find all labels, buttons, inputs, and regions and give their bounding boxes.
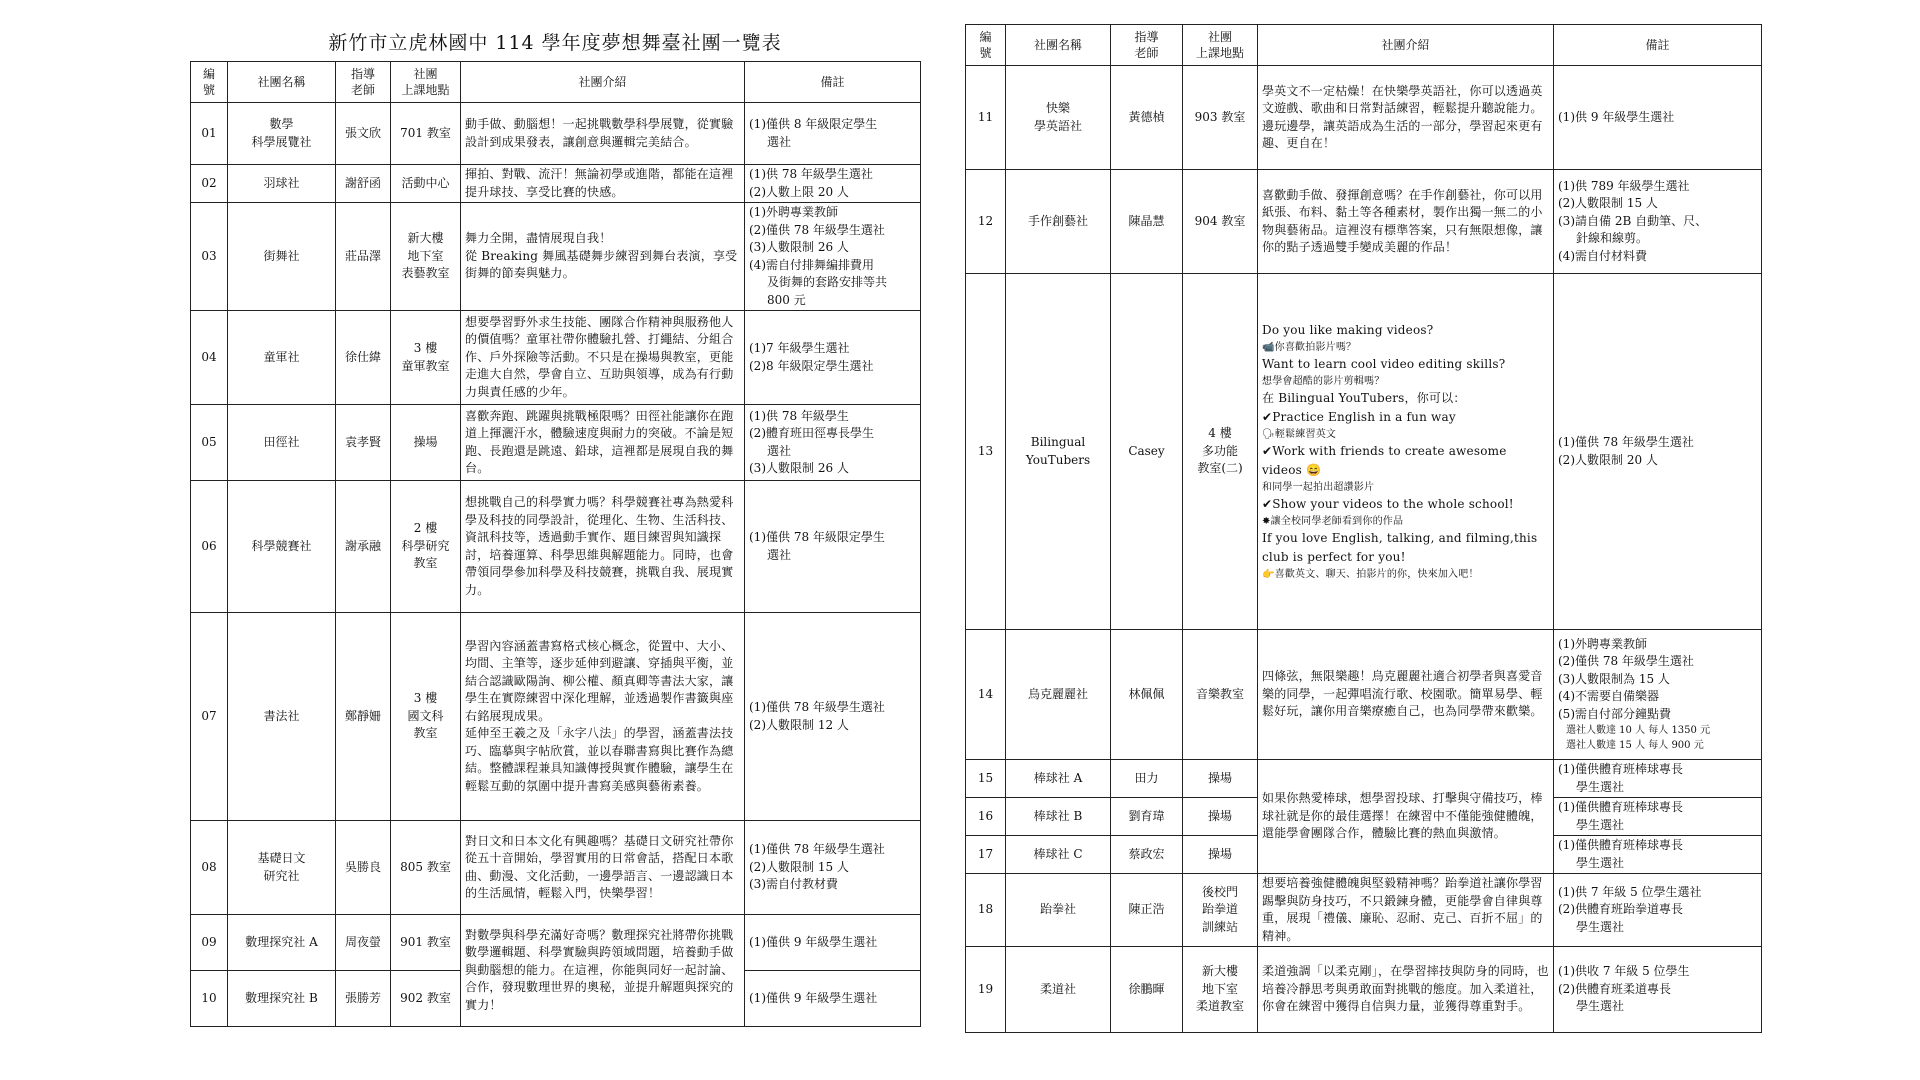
- table-row: [191, 311, 921, 405]
- table-row: [966, 760, 1762, 798]
- club-notes: (1)供 7 年級 5 位學生選社 (2)供體育班跆拳道專長 學生選社: [1554, 874, 1762, 947]
- club-intro: 學習內容涵蓋書寫格式核心概念，從置中、大小、均間、主筆等，逐步延伸到避讓、穿插與平衡，並結合認識歐陽詢、柳公權、顏真卿等書法大家，讓學生在實際練習中深化理解，並透過製作書籤與座右銘展現成果。 延伸至王羲之及「永字八法」的學習，涵蓋書法技巧、臨摹與字帖欣賞，並以春聯書寫與比賽作為總結。整體課程兼具知識傳授與實作體驗，讓學生在輕鬆互動的氛圍中提升書寫美感與藝術素養。: [461, 613, 745, 821]
- club-name: 田徑社: [228, 405, 336, 481]
- document-title: 新竹市立虎林國中 114 學年度夢想舞臺社團一覽表: [328, 32, 782, 54]
- club-intro: 對日文和日本文化有興趣嗎？基礎日文研究社帶你從五十音開始，學習實用的日常會話，搭配日本歌曲、動漫、文化活動，一邊學語言、一邊認識日本的生活風情，輕鬆入門，快樂學習！: [461, 821, 745, 915]
- club-notes: (1)僅供 8 年級限定學生 選社: [745, 103, 921, 165]
- club-teacher: 吳勝良: [336, 821, 391, 915]
- club-name: 數學 科學展覽社: [228, 103, 336, 165]
- club-location: 903 教室: [1183, 66, 1258, 170]
- club-notes: (1)供 78 年級學生 (2)體育班田徑專長學生 選社 (3)人數限制 26 人: [745, 405, 921, 481]
- club-teacher: 陳晶慧: [1111, 170, 1183, 274]
- header-intro: 社團介紹: [1258, 25, 1554, 66]
- club-location: 2 樓 科學研究 教室: [391, 481, 461, 613]
- club-teacher: 劉育瑋: [1111, 798, 1183, 836]
- club-no: 08: [191, 821, 228, 915]
- club-intro: 揮拍、對戰、流汗！無論初學或進階，都能在這裡提升球技、享受比賽的快感。: [461, 165, 745, 203]
- club-notes: (1)供 9 年級學生選社: [1554, 66, 1762, 170]
- club-teacher: 謝承融: [336, 481, 391, 613]
- club-no: 01: [191, 103, 228, 165]
- club-no: 03: [191, 203, 228, 311]
- club-no: 10: [191, 971, 228, 1027]
- club-location: 904 教室: [1183, 170, 1258, 274]
- club-intro: 動手做、動腦想！一起挑戰數學科學展覽，從實驗設計到成果發表，讓創意與邏輯完美結合。: [461, 103, 745, 165]
- club-intro: 如果你熱愛棒球，想學習投球、打擊與守備技巧，棒球社就是你的最佳選擇！在練習中不僅能強健體魄，還能學會團隊合作，體驗比賽的熱血與激情。: [1258, 760, 1554, 874]
- club-teacher: 徐鵬暉: [1111, 947, 1183, 1033]
- club-no: 02: [191, 165, 228, 203]
- club-name: 跆拳社: [1006, 874, 1111, 947]
- table-row: [966, 274, 1762, 630]
- club-no: 15: [966, 760, 1006, 798]
- club-no: 07: [191, 613, 228, 821]
- club-intro: 四條弦，無限樂趣！烏克麗麗社適合初學者與喜愛音樂的同學，一起彈唱流行歌、校園歌。簡單易學、輕鬆好玩，讓你用音樂療癒自己，也為同學帶來歡樂。: [1258, 630, 1554, 760]
- club-intro: 學英文不一定枯燥！在快樂學英語社，你可以透過英文遊戲、歌曲和日常對話練習，輕鬆提升聽說能力。邊玩邊學，讓英語成為生活的一部分，學習起來更有趣、更自在！: [1258, 66, 1554, 170]
- club-location: 902 教室: [391, 971, 461, 1027]
- club-teacher: 田力: [1111, 760, 1183, 798]
- club-teacher: 鄭靜姍: [336, 613, 391, 821]
- club-notes: (1)僅供 9 年級學生選社: [745, 971, 921, 1027]
- club-teacher: 黃德楨: [1111, 66, 1183, 170]
- club-notes: (1)僅供體育班棒球專長 學生選社: [1554, 836, 1762, 874]
- club-no: 17: [966, 836, 1006, 874]
- club-notes: (1)外聘專業教師 (2)僅供 78 年級學生選社 (3)人數限制 26 人 (4)需自付排舞編排費用 及街舞的套路安排等共 800 元: [745, 203, 921, 311]
- club-notes: (1)7 年級學生選社 (2)8 年級限定學生選社: [745, 311, 921, 405]
- header-notes: 備註: [745, 62, 921, 103]
- club-notes: (1)供 78 年級學生選社 (2)人數上限 20 人: [745, 165, 921, 203]
- club-teacher: 莊品澤: [336, 203, 391, 311]
- header-no: 編 號: [966, 25, 1006, 66]
- club-intro: 想要學習野外求生技能、團隊合作精神與服務他人的價值嗎？童軍社帶你體驗扎營、打繩結、分組合作、戶外探險等活動。不只是在操場與教室，更能走進大自然，學會自立、互助與領導，成為有行動力與責任感的少年。: [461, 311, 745, 405]
- header-intro: 社團介紹: [461, 62, 745, 103]
- header-teacher: 指導 老師: [1111, 25, 1183, 66]
- table-row: [191, 481, 921, 613]
- club-intro: 對數學與科學充滿好奇嗎？數理探究社將帶你挑戰數學邏輯題、科學實驗與跨領域問題，培養動手做與動腦想的能力。在這裡，你能與同好一起討論、合作，發現數理世界的奧秘，並提升解題與探究的實力！: [461, 915, 745, 1027]
- club-teacher: 張文欣: [336, 103, 391, 165]
- club-name: 羽球社: [228, 165, 336, 203]
- club-location: 901 教室: [391, 915, 461, 971]
- club-no: 14: [966, 630, 1006, 760]
- table-row: [191, 103, 921, 165]
- club-notes: (1)僅供體育班棒球專長 學生選社: [1554, 760, 1762, 798]
- club-name: 棒球社 A: [1006, 760, 1111, 798]
- club-no: 04: [191, 311, 228, 405]
- header-teacher: 指導 老師: [336, 62, 391, 103]
- table-row: [966, 947, 1762, 1033]
- club-location: 805 教室: [391, 821, 461, 915]
- club-no: 16: [966, 798, 1006, 836]
- club-table-right: [965, 24, 1762, 1033]
- club-name: Bilingual YouTubers: [1006, 274, 1111, 630]
- table-row: [191, 203, 921, 311]
- club-intro: 舞力全開，盡情展現自我！ 從 Breaking 舞風基礎舞步練習到舞台表演，享受街舞的節奏與魅力。: [461, 203, 745, 311]
- club-notes: (1)外聘專業教師 (2)僅供 78 年級學生選社 (3)人數限制為 15 人 (4)不需要自備樂器 (5)需自付部分鐘點費 選社人數達 10 人 每人 1350 元 選社人數達 15 人 每人 900 元: [1554, 630, 1762, 760]
- club-teacher: 張勝芳: [336, 971, 391, 1027]
- club-location: 後校門 跆拳道 訓練站: [1183, 874, 1258, 947]
- club-no: 18: [966, 874, 1006, 947]
- header-notes: 備註: [1554, 25, 1762, 66]
- club-intro: 喜歡奔跑、跳躍與挑戰極限嗎？田徑社能讓你在跑道上揮灑汗水，體驗速度與耐力的突破。不論是短跑、長跑還是跳遠、鉛球，這裡都是展現自我的舞台。: [461, 405, 745, 481]
- club-intro: 想挑戰自己的科學實力嗎？科學競賽社專為熱愛科學及科技的同學設計，從理化、生物、生活科技、資訊科技等，透過動手實作、題目練習與知識探討，培養運算、科學思維與解題能力。同時，也會帶領同學參加科學及科技競賽，挑戰自我、展現實力。: [461, 481, 745, 613]
- club-location: 操場: [1183, 836, 1258, 874]
- club-no: 13: [966, 274, 1006, 630]
- club-table-left: [190, 61, 921, 1027]
- club-name: 數理探究社 B: [228, 971, 336, 1027]
- club-notes: (1)僅供 78 年級學生選社 (2)人數限制 12 人: [745, 613, 921, 821]
- table-row: [191, 405, 921, 481]
- header-location: 社團 上課地點: [391, 62, 461, 103]
- club-teacher: 林佩佩: [1111, 630, 1183, 760]
- club-location: 音樂教室: [1183, 630, 1258, 760]
- club-name: 手作創藝社: [1006, 170, 1111, 274]
- club-location: 操場: [1183, 760, 1258, 798]
- club-notes: (1)僅供 78 年級學生選社 (2)人數限制 15 人 (3)需自付教材費: [745, 821, 921, 915]
- club-intro: 喜歡動手做、發揮創意嗎？在手作創藝社，你可以用紙張、布料、黏土等各種素材，製作出獨一無二的小物與藝術品。這裡沒有標準答案，只有無限想像，讓你的點子透過雙手變成美麗的作品！: [1258, 170, 1554, 274]
- club-no: 12: [966, 170, 1006, 274]
- header-name: 社團名稱: [1006, 25, 1111, 66]
- club-name: 柔道社: [1006, 947, 1111, 1033]
- club-name: 基礎日文 研究社: [228, 821, 336, 915]
- club-intro-bilingual: Do you like making videos? 📹你喜歡拍影片嗎？ Want to learn cool video editing skills? 想學會超酷的影片剪輯嗎？ 在 Bilingual YouTubers，你可以： ✔Practice English in a fun way 🗣輕鬆練習英文 ✔Work with friends to create awesome videos 😄 和同學一起拍出超讚影片 ✔Show your videos to the whole school! ✸讓全校同學老師看到你的作品 If you love English, talking, and filming,this club is perfect for you! 👉喜歡英文、聊天、拍影片的你，快來加入吧！: [1258, 274, 1554, 630]
- club-location: 新大樓 地下室 柔道教室: [1183, 947, 1258, 1033]
- club-location: 操場: [1183, 798, 1258, 836]
- club-teacher: Casey: [1111, 274, 1183, 630]
- club-no: 06: [191, 481, 228, 613]
- club-no: 19: [966, 947, 1006, 1033]
- club-teacher: 謝舒函: [336, 165, 391, 203]
- header-name: 社團名稱: [228, 62, 336, 103]
- club-intro: 柔道強調「以柔克剛」，在學習摔技與防身的同時，也培養冷靜思考與勇敢面對挑戰的態度。加入柔道社，你會在練習中獲得自信與力量，並獲得尊重對手。: [1258, 947, 1554, 1033]
- header-no: 編 號: [191, 62, 228, 103]
- table-row: [191, 915, 921, 971]
- club-name: 棒球社 C: [1006, 836, 1111, 874]
- club-name: 街舞社: [228, 203, 336, 311]
- club-intro: 想要培養強健體魄與堅毅精神嗎？跆拳道社讓你學習踢擊與防身技巧，不只鍛鍊身體，更能學會自律與尊重，展現「禮儀、廉恥、忍耐、克己、百折不屈」的精神。: [1258, 874, 1554, 947]
- club-no: 09: [191, 915, 228, 971]
- club-name: 書法社: [228, 613, 336, 821]
- header-location: 社團 上課地點: [1183, 25, 1258, 66]
- club-notes: (1)僅供體育班棒球專長 學生選社: [1554, 798, 1762, 836]
- table-row: [191, 613, 921, 821]
- club-name: 童軍社: [228, 311, 336, 405]
- club-name: 科學競賽社: [228, 481, 336, 613]
- club-teacher: 周夜螢: [336, 915, 391, 971]
- club-teacher: 徐仕緯: [336, 311, 391, 405]
- club-location: 3 樓 國文科 教室: [391, 613, 461, 821]
- club-location: 活動中心: [391, 165, 461, 203]
- club-name: 數理探究社 A: [228, 915, 336, 971]
- club-notes: (1)僅供 9 年級學生選社: [745, 915, 921, 971]
- table-row: [966, 170, 1762, 274]
- club-notes: (1)供收 7 年級 5 位學生 (2)供體育班柔道專長 學生選社: [1554, 947, 1762, 1033]
- table-row: [191, 821, 921, 915]
- club-location: 新大樓 地下室 表藝教室: [391, 203, 461, 311]
- club-name: 快樂 學英語社: [1006, 66, 1111, 170]
- club-location: 4 樓 多功能 教室(二): [1183, 274, 1258, 630]
- club-name: 棒球社 B: [1006, 798, 1111, 836]
- table-row: [191, 165, 921, 203]
- table-row: [966, 66, 1762, 170]
- club-location: 3 樓 童軍教室: [391, 311, 461, 405]
- club-location: 操場: [391, 405, 461, 481]
- club-location: 701 教室: [391, 103, 461, 165]
- club-teacher: 袁孝賢: [336, 405, 391, 481]
- club-teacher: 蔡政宏: [1111, 836, 1183, 874]
- club-notes: (1)僅供 78 年級學生選社 (2)人數限制 20 人: [1554, 274, 1762, 630]
- club-teacher: 陳正浩: [1111, 874, 1183, 947]
- club-name: 烏克麗麗社: [1006, 630, 1111, 760]
- club-notes: (1)供 789 年級學生選社 (2)人數限制 15 人 (3)請自備 2B 自動筆、尺、 針線和線剪。 (4)需自付材料費: [1554, 170, 1762, 274]
- table-row: [966, 874, 1762, 947]
- table-row: [966, 630, 1762, 760]
- club-notes: (1)僅供 78 年級限定學生 選社: [745, 481, 921, 613]
- club-no: 11: [966, 66, 1006, 170]
- club-no: 05: [191, 405, 228, 481]
